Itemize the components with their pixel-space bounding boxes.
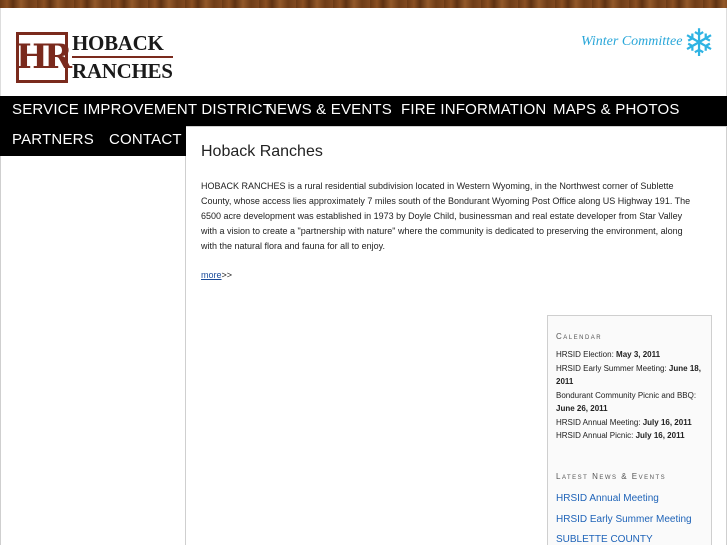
- content-top-rule: [186, 126, 727, 127]
- calendar-item-label: HRSID Election:: [556, 350, 617, 359]
- logo-line-1: HOBACK: [72, 31, 173, 58]
- more-link-container: [201, 270, 232, 280]
- left-sidebar: [0, 156, 186, 545]
- sidebar-box: [547, 315, 712, 545]
- nav-service-improvement-district[interactable]: SERVICE IMPROVEMENT DISTRICT: [12, 101, 273, 118]
- main-nav: [0, 96, 727, 126]
- nav-news-events[interactable]: NEWS & EVENTS: [266, 101, 392, 118]
- nav-contact[interactable]: CONTACT: [109, 131, 182, 148]
- calendar-item-date: July 16, 2011: [642, 417, 692, 427]
- calendar-item: [556, 389, 706, 416]
- calendar-item: [556, 429, 706, 443]
- more-link[interactable]: more: [201, 270, 222, 280]
- nav-partners[interactable]: PARTNERS: [12, 131, 94, 148]
- intro-paragraph: HOBACK RANCHES is a rural residential subdivision located in Western Wyoming, in the Northwest corner of Sublette County, whose access lies approximately 7 miles south of the Bondurant Wyoming Post Office along US Highway 191. The 6500 acre development was established in 1973 by Doyle Child, businessman and real estate developer from Star Valley with a vision to create a "partnership with nature" where the community is dedicated to preserving the environment, along with the natural flora and fauna for all to enjoy.: [201, 181, 691, 251]
- news-item[interactable]: HRSID Early Summer Meeting: [556, 513, 692, 525]
- calendar-item-date: May 3, 2011: [616, 350, 661, 359]
- main-nav-row-2: [0, 126, 186, 156]
- calendar-item-date: June 26, 2011: [556, 404, 608, 413]
- calendar-item: [556, 362, 706, 389]
- logo-monogram: [16, 32, 68, 83]
- site-logo[interactable]: [16, 31, 173, 83]
- winter-committee-link[interactable]: Winter Committee: [581, 34, 683, 49]
- calendar-item: [556, 416, 706, 430]
- calendar-item-date: July 16, 2011: [635, 431, 685, 440]
- snowflake-icon[interactable]: ❄: [683, 23, 715, 65]
- page-title: Hoback Ranches: [201, 143, 323, 160]
- logo-wordmark: [72, 31, 173, 83]
- news-item[interactable]: SUBLETTE COUNTY: [556, 534, 653, 545]
- calendar-item-label: Bondurant Community Picnic and BBQ:: [556, 390, 697, 400]
- nav-fire-information[interactable]: FIRE INFORMATION: [401, 101, 547, 118]
- calendar-heading: Calendar: [556, 332, 603, 341]
- more-link-suffix: >>: [221, 270, 233, 280]
- logo-monogram-text: HR: [15, 37, 69, 77]
- calendar-list: [556, 348, 706, 443]
- calendar-item-label: HRSID Early Summer Meeting:: [556, 363, 669, 373]
- news-item[interactable]: HRSID Annual Meeting: [556, 493, 659, 504]
- nav-maps-photos[interactable]: MAPS & PHOTOS: [553, 101, 680, 118]
- calendar-item-label: HRSID Annual Meeting:: [556, 417, 643, 427]
- calendar-item: [556, 348, 706, 362]
- news-heading: Latest News & Events: [556, 472, 667, 481]
- calendar-item-date: June 18, 2011: [556, 363, 701, 386]
- site-header: [0, 8, 727, 96]
- wood-banner: [0, 0, 727, 8]
- news-list: [556, 492, 711, 545]
- logo-line-2: RANCHES: [72, 59, 173, 83]
- calendar-item-label: HRSID Annual Picnic:: [556, 431, 636, 440]
